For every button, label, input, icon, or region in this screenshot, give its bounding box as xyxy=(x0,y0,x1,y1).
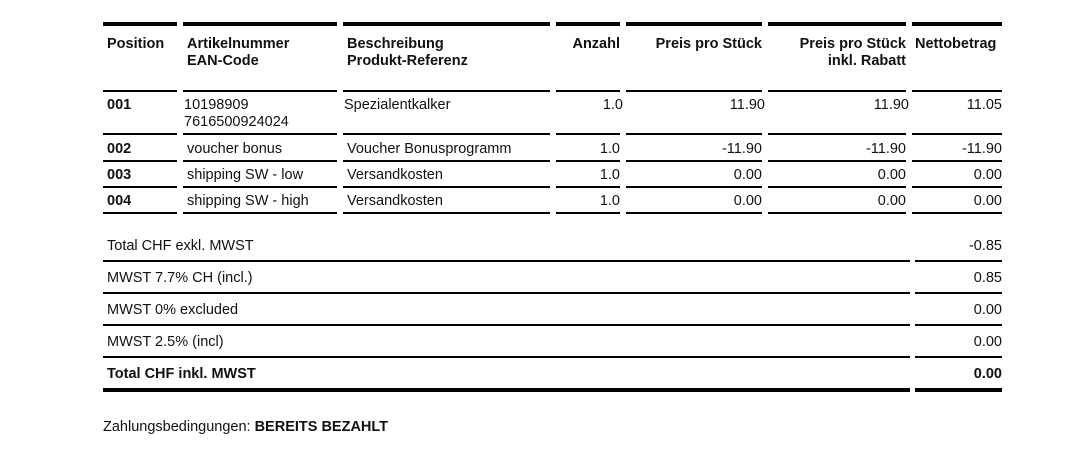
row2-description: Voucher Bonusprogramm xyxy=(347,141,512,157)
row3-discount-price: 0.00 xyxy=(877,167,906,183)
row-rule xyxy=(343,133,550,135)
payment-terms xyxy=(103,419,388,436)
header-discount-price xyxy=(768,36,906,69)
row1-quantity: 1.0 xyxy=(602,97,623,113)
table-end-rule xyxy=(556,212,620,214)
header-bar-unit-price xyxy=(626,22,762,26)
header-rule xyxy=(183,90,337,92)
header-discount-price-line1: Preis pro Stück xyxy=(799,36,906,52)
payment-terms-label: Zahlungsbedingungen: xyxy=(103,419,251,435)
row3-net: 0.00 xyxy=(973,167,1002,183)
row4-description: Versandkosten xyxy=(347,193,443,209)
totals-rule xyxy=(103,324,910,326)
total-incl-label: Total CHF inkl. MWST xyxy=(107,366,256,382)
totals-rule xyxy=(915,260,1002,262)
row-rule xyxy=(556,133,620,135)
row-rule xyxy=(556,186,620,188)
total-excl-label: Total CHF exkl. MWST xyxy=(107,238,254,254)
row-rule xyxy=(912,160,1002,162)
header-article-line2: EAN-Code xyxy=(187,52,259,69)
total-excl-value: -0.85 xyxy=(968,238,1002,254)
header-rule xyxy=(626,90,762,92)
header-description xyxy=(347,36,468,69)
row2-article: voucher bonus xyxy=(187,141,283,157)
totals-rule xyxy=(103,356,910,358)
header-article-line1: Artikelnummer xyxy=(187,36,290,52)
vat-0-value: 0.00 xyxy=(973,302,1002,318)
row4-discount-price: 0.00 xyxy=(877,193,906,209)
header-article xyxy=(187,36,289,69)
row-rule xyxy=(183,186,337,188)
row3-article: shipping SW - low xyxy=(187,167,304,183)
row1-discount-price: 11.90 xyxy=(873,97,909,113)
header-rule xyxy=(768,90,906,92)
header-rule xyxy=(103,90,177,92)
header-description-line2: Produkt-Referenz xyxy=(347,52,468,69)
header-quantity: Anzahl xyxy=(572,36,620,52)
table-end-rule xyxy=(626,212,762,214)
row-rule xyxy=(912,186,1002,188)
grand-total-rule xyxy=(915,388,1002,392)
total-incl-value: 0.00 xyxy=(973,366,1002,382)
header-description-line1: Beschreibung xyxy=(347,36,444,52)
row2-discount-price: -11.90 xyxy=(865,141,906,157)
row4-article: shipping SW - high xyxy=(187,193,309,209)
vat-0-label: MWST 0% excluded xyxy=(107,302,239,318)
row-rule xyxy=(912,133,1002,135)
row-rule xyxy=(768,186,906,188)
header-position: Position xyxy=(107,36,165,52)
header-bar-discount-price xyxy=(768,22,906,26)
table-end-rule xyxy=(912,212,1002,214)
header-bar-description xyxy=(343,22,550,26)
header-bar-article xyxy=(183,22,337,26)
row-rule xyxy=(343,160,550,162)
header-bar-quantity xyxy=(556,22,620,26)
header-bar-net xyxy=(912,22,1002,26)
row2-quantity: 1.0 xyxy=(599,141,620,157)
header-rule xyxy=(556,90,620,92)
header-rule xyxy=(912,90,1002,92)
row2-unit-price: -11.90 xyxy=(721,141,762,157)
row4-position: 004 xyxy=(107,193,132,209)
row3-quantity: 1.0 xyxy=(599,167,620,183)
row-rule xyxy=(626,186,762,188)
totals-rule xyxy=(103,292,910,294)
vat-25-label: MWST 2.5% (incl) xyxy=(107,334,224,350)
table-end-rule xyxy=(183,212,337,214)
table-end-rule xyxy=(768,212,906,214)
row-rule xyxy=(103,160,177,162)
row3-unit-price: 0.00 xyxy=(733,167,762,183)
row-rule xyxy=(768,160,906,162)
header-unit-price: Preis pro Stück xyxy=(655,36,762,52)
totals-rule xyxy=(915,324,1002,326)
row1-position: 001 xyxy=(107,97,132,113)
row2-net: -11.90 xyxy=(961,141,1002,157)
row-rule xyxy=(768,133,906,135)
header-discount-price-line2: inkl. Rabatt xyxy=(827,52,906,69)
row-rule xyxy=(103,133,177,135)
row2-position: 002 xyxy=(107,141,132,157)
row3-description: Versandkosten xyxy=(347,167,443,183)
row1-unit-price: 11.90 xyxy=(729,97,765,113)
grand-total-rule xyxy=(103,388,910,392)
row-rule xyxy=(183,160,337,162)
payment-terms-value: BEREITS BEZAHLT xyxy=(254,419,389,435)
row4-quantity: 1.0 xyxy=(599,193,620,209)
row1-article: 10198909 xyxy=(184,97,249,113)
header-rule xyxy=(343,90,550,92)
vat-25-value: 0.00 xyxy=(973,334,1002,350)
vat-77-label: MWST 7.7% CH (incl.) xyxy=(107,270,253,286)
row3-position: 003 xyxy=(107,167,132,183)
row-rule xyxy=(343,186,550,188)
table-end-rule xyxy=(103,212,177,214)
header-bar-position xyxy=(103,22,177,26)
row-rule xyxy=(626,160,762,162)
vat-77-value: 0.85 xyxy=(973,270,1002,286)
row1-net: 11.05 xyxy=(966,97,1002,113)
row4-unit-price: 0.00 xyxy=(733,193,762,209)
row4-net: 0.00 xyxy=(973,193,1002,209)
row-rule xyxy=(626,133,762,135)
row1-description: Spezialentkalker xyxy=(344,97,451,113)
totals-rule xyxy=(103,260,910,262)
row-rule xyxy=(103,186,177,188)
row-rule xyxy=(556,160,620,162)
row-rule xyxy=(183,133,337,135)
totals-rule xyxy=(915,292,1002,294)
totals-rule xyxy=(915,356,1002,358)
row1-ean: 7616500924024 xyxy=(184,114,289,130)
table-end-rule xyxy=(343,212,550,214)
header-net: Nettobetrag xyxy=(915,36,997,52)
